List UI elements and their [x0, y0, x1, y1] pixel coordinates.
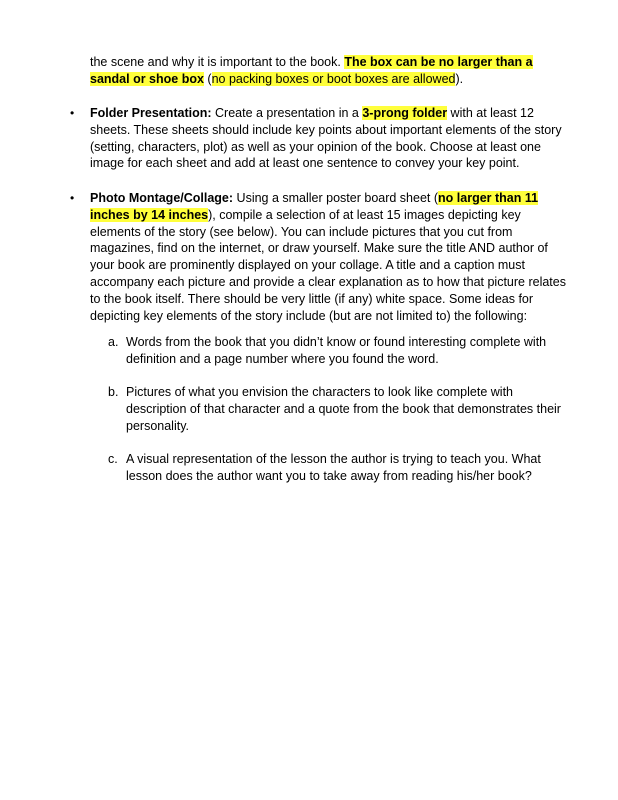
sub-item-text: A visual representation of the lesson the author is trying to teach you. What lesson does the author want you to take away from reading his/her book?	[126, 452, 541, 483]
packing-box-note: no packing boxes or boot boxes are allowed	[211, 71, 456, 86]
folder-presentation-text-a: Create a presentation in a	[211, 106, 363, 120]
continuation-text-c: ).	[455, 71, 464, 86]
sub-item-marker: a.	[108, 335, 119, 349]
folder-presentation-paragraph	[90, 105, 568, 172]
folder-type: 3-prong folder	[362, 106, 448, 120]
poster-size-limit: no larger than 11 inches by 14 inches	[90, 191, 539, 222]
box-size-rule: The box can be no larger than a sandal or shoe box	[90, 55, 533, 86]
sub-item-marker: c.	[108, 452, 118, 466]
folder-presentation-text-b: with at least 12 sheets. These sheets should include key points about important elements of the story (setting, characters, plot) as well as your opinion of the book. Choose at least one image for each sheet and add at least one sentence to convey your key point.	[90, 106, 562, 171]
bullet-folder-presentation	[70, 105, 568, 172]
photo-montage-text-a: Using a smaller poster board sheet (	[233, 191, 439, 205]
photo-montage-text-b: ), compile a selection of at least 15 images depicting key elements of the story (see below). You can include pictures that you cut from magazines, find on the internet, or draw yourself. Make sure the title AND author of your book are prominently displayed on your collage. A title and a caption must accompany each picture and provide a clear explanation as to how that picture relates to the book itself. There should be very little (if any) white space. Some ideas for depicting key elements of the story include (but are not limited to) the following:	[90, 207, 566, 323]
bullet-marker: •	[70, 191, 75, 205]
folder-type-highlight	[362, 106, 447, 120]
folder-presentation-heading: Folder Presentation:	[90, 106, 212, 120]
sub-item-text: Words from the book that you didn’t know or found interesting complete with definition and a page number where you found the word.	[126, 335, 547, 366]
sub-item-marker: b.	[108, 385, 119, 399]
photo-montage-heading: Photo Montage/Collage:	[90, 191, 234, 205]
continuation-text-a: the scene and why it is important to the book.	[90, 55, 345, 69]
sub-item-c	[108, 451, 570, 485]
sub-item-a	[108, 334, 570, 368]
continuation-paragraph	[90, 54, 568, 88]
bullet-marker: •	[70, 106, 75, 120]
photo-montage-paragraph	[90, 190, 568, 324]
sub-item-b	[108, 384, 570, 434]
continuation-text-b: (	[203, 71, 212, 86]
sub-item-text: Pictures of what you envision the characters to look like complete with description of that character and a quote from the book that demonstrates their personality.	[126, 385, 561, 433]
bullet-photo-montage	[70, 190, 568, 324]
